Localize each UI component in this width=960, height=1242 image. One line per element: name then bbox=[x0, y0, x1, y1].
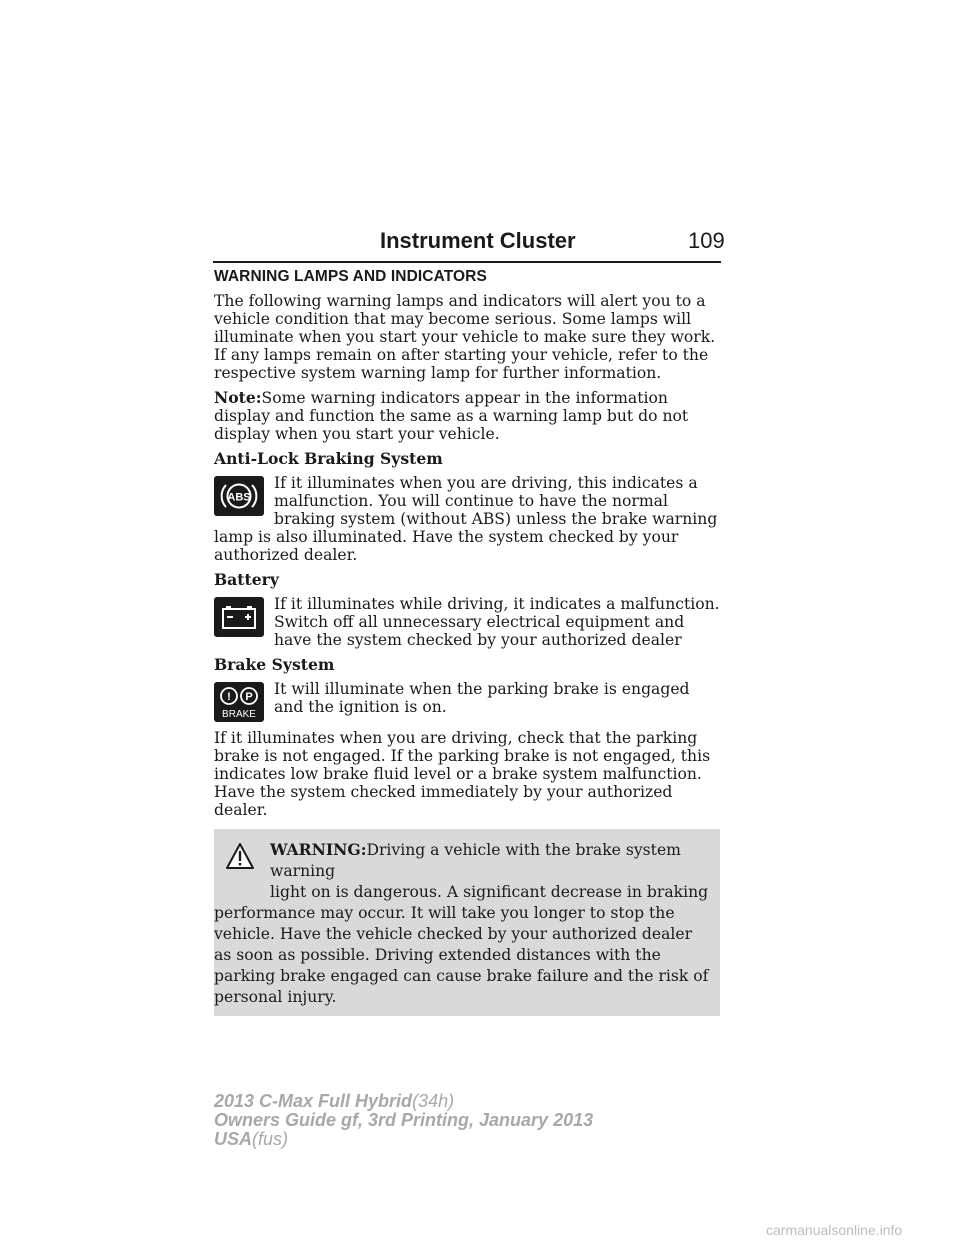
page-number: 109 bbox=[688, 228, 725, 253]
section-heading: WARNING LAMPS AND INDICATORS bbox=[214, 268, 487, 285]
page-body bbox=[214, 268, 720, 1016]
warning-line-2: light on is dangerous. A significant decrease in braking bbox=[270, 883, 709, 901]
warning-rest: performance may occur. It will take you longer to stop the vehicle. Have the vehicle checked by your authorized dealer as soon as possible. Driving extended distances with the parking brake engaged can cause brake failure and the risk of personal injury. bbox=[214, 904, 709, 1006]
brake-description: It will illuminate when the parking brake is engaged and the ignition is on. bbox=[274, 680, 690, 716]
brake-followup-paragraph: If it illuminates when you are driving, check that the parking brake is not engaged. If the parking brake is not engaged, this indicates low brake fluid level or a brake system malfunction. Have the system checked immediately by your authorized dealer. bbox=[214, 729, 711, 819]
note-text: Some warning indicators appear in the information display and function the same as a warning lamp but do not display when you start your vehicle. bbox=[214, 389, 689, 443]
battery-warning-icon bbox=[214, 597, 264, 637]
footer-model-code: (34h) bbox=[412, 1091, 455, 1111]
intro-paragraph: The following warning lamps and indicators will alert you to a vehicle condition that may become serious. Some lamps will illuminate when you start your vehicle to make sure they work. If any lamps remain on after starting your vehicle, refer to the respective system warning lamp for further information. bbox=[214, 292, 716, 382]
abs-description: If it illuminates when you are driving, this indicates a malfunction. You will continue to have the normal braking system (without ABS) unless the brake warning lamp is also illuminated. Have the system checked by your authorized dealer. bbox=[214, 474, 718, 564]
brake-warning-icon bbox=[214, 682, 264, 722]
footer-model: 2013 C-Max Full Hybrid bbox=[214, 1091, 413, 1111]
warning-triangle-icon bbox=[225, 842, 255, 876]
brake-icon-parking: P bbox=[245, 691, 253, 703]
warning-line-1: Driving a vehicle with the brake system warning bbox=[270, 841, 681, 880]
note-paragraph bbox=[214, 389, 720, 443]
brake-lamp-entry bbox=[214, 680, 720, 722]
chapter-title: Instrument Cluster bbox=[380, 228, 576, 253]
brake-icon-exclamation: ! bbox=[227, 691, 231, 703]
brake-icon-text: BRAKE bbox=[222, 709, 256, 720]
abs-warning-icon bbox=[214, 476, 264, 516]
footer-guide: Owners Guide gf, 3rd Printing, January 2013 bbox=[214, 1110, 594, 1130]
footer-model-line bbox=[214, 1092, 593, 1111]
abs-icon-text: ABS bbox=[227, 491, 251, 504]
header-divider bbox=[213, 261, 721, 263]
battery-description: If it illuminates while driving, it indicates a malfunction. Switch off all unnecessary electrical equipment and have the system checked by your authorized dealer bbox=[274, 595, 720, 649]
abs-lamp-entry bbox=[214, 474, 720, 564]
footer-market-line bbox=[214, 1130, 593, 1149]
site-watermark: carmanualsonline.info bbox=[766, 1222, 903, 1238]
warning-label: WARNING: bbox=[270, 840, 367, 859]
battery-title: Battery bbox=[214, 570, 279, 589]
abs-title: Anti-Lock Braking System bbox=[214, 449, 443, 468]
brake-title: Brake System bbox=[214, 655, 335, 674]
footer-market: USA bbox=[214, 1129, 253, 1149]
note-label: Note: bbox=[214, 388, 262, 407]
warning-box bbox=[214, 829, 720, 1016]
page-footer bbox=[214, 1092, 593, 1149]
warning-lead bbox=[214, 839, 712, 882]
battery-lamp-entry bbox=[214, 595, 720, 649]
footer-market-code: (fus) bbox=[252, 1129, 289, 1149]
